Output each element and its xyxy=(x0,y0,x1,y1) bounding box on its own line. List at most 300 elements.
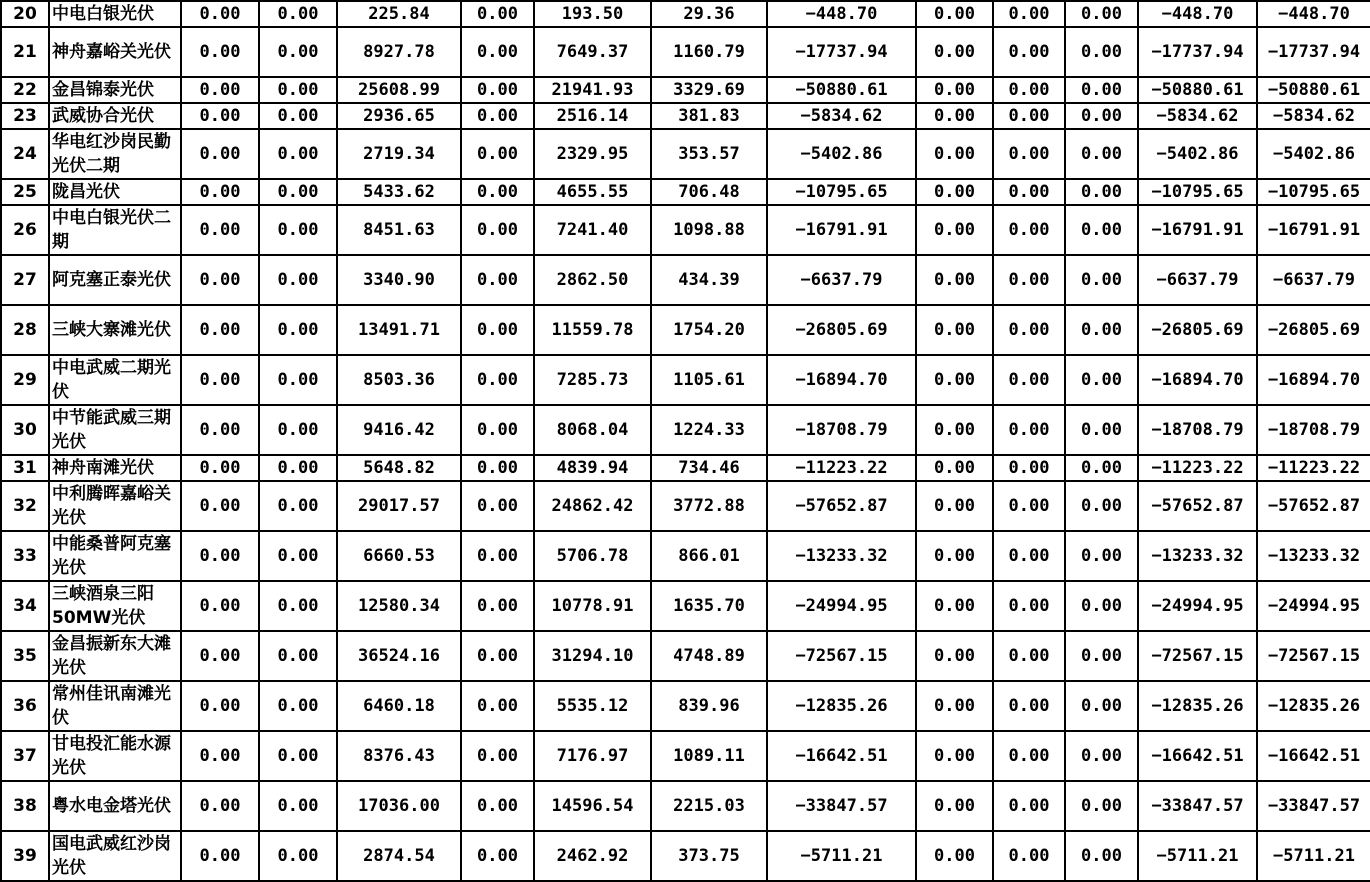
value-cell-c6: 1635.70 xyxy=(651,581,767,631)
value-cell-c10: 0.00 xyxy=(1065,27,1138,77)
value-cell-c12: −16642.51 xyxy=(1257,731,1370,781)
value-cell-c10: 0.00 xyxy=(1065,455,1138,481)
value-cell-c8: 0.00 xyxy=(916,205,993,255)
table-row xyxy=(1,631,1370,681)
station-name: 中节能武威三期光伏 xyxy=(49,405,181,455)
value-cell-c6: 1224.33 xyxy=(651,405,767,455)
value-cell-c5: 4655.55 xyxy=(534,179,651,205)
value-cell-c1: 0.00 xyxy=(181,731,259,781)
row-number: 27 xyxy=(1,255,49,305)
station-name: 中能桑普阿克塞光伏 xyxy=(49,531,181,581)
value-cell-c2: 0.00 xyxy=(259,355,337,405)
value-cell-c2: 0.00 xyxy=(259,255,337,305)
value-cell-c8: 0.00 xyxy=(916,405,993,455)
value-cell-c3: 6660.53 xyxy=(337,531,461,581)
value-cell-c1: 0.00 xyxy=(181,355,259,405)
value-cell-c7: −17737.94 xyxy=(767,27,916,77)
value-cell-c8: 0.00 xyxy=(916,305,993,355)
row-number: 36 xyxy=(1,681,49,731)
value-cell-c11: −26805.69 xyxy=(1138,305,1257,355)
value-cell-c5: 7649.37 xyxy=(534,27,651,77)
value-cell-c9: 0.00 xyxy=(993,631,1065,681)
value-cell-c5: 5535.12 xyxy=(534,681,651,731)
row-number: 33 xyxy=(1,531,49,581)
table-row xyxy=(1,455,1370,481)
value-cell-c1: 0.00 xyxy=(181,781,259,831)
value-cell-c8: 0.00 xyxy=(916,781,993,831)
value-cell-c8: 0.00 xyxy=(916,681,993,731)
value-cell-c2: 0.00 xyxy=(259,1,337,27)
table-row xyxy=(1,405,1370,455)
value-cell-c4: 0.00 xyxy=(461,631,534,681)
table-row xyxy=(1,255,1370,305)
value-cell-c8: 0.00 xyxy=(916,129,993,179)
value-cell-c4: 0.00 xyxy=(461,1,534,27)
value-cell-c10: 0.00 xyxy=(1065,831,1138,881)
value-cell-c7: −448.70 xyxy=(767,1,916,27)
value-cell-c12: −5402.86 xyxy=(1257,129,1370,179)
value-cell-c5: 2329.95 xyxy=(534,129,651,179)
value-cell-c10: 0.00 xyxy=(1065,731,1138,781)
value-cell-c7: −5711.21 xyxy=(767,831,916,881)
value-cell-c3: 2719.34 xyxy=(337,129,461,179)
value-cell-c4: 0.00 xyxy=(461,531,534,581)
value-cell-c8: 0.00 xyxy=(916,731,993,781)
value-cell-c12: −6637.79 xyxy=(1257,255,1370,305)
value-cell-c9: 0.00 xyxy=(993,305,1065,355)
value-cell-c3: 225.84 xyxy=(337,1,461,27)
value-cell-c6: 866.01 xyxy=(651,531,767,581)
value-cell-c7: −18708.79 xyxy=(767,405,916,455)
value-cell-c5: 21941.93 xyxy=(534,77,651,103)
row-number: 23 xyxy=(1,103,49,129)
value-cell-c12: −17737.94 xyxy=(1257,27,1370,77)
value-cell-c12: −50880.61 xyxy=(1257,77,1370,103)
value-cell-c6: 1089.11 xyxy=(651,731,767,781)
value-cell-c11: −448.70 xyxy=(1138,1,1257,27)
value-cell-c1: 0.00 xyxy=(181,455,259,481)
value-cell-c6: 373.75 xyxy=(651,831,767,881)
value-cell-c5: 2462.92 xyxy=(534,831,651,881)
value-cell-c11: −50880.61 xyxy=(1138,77,1257,103)
value-cell-c8: 0.00 xyxy=(916,103,993,129)
value-cell-c6: 1098.88 xyxy=(651,205,767,255)
value-cell-c10: 0.00 xyxy=(1065,355,1138,405)
value-cell-c4: 0.00 xyxy=(461,77,534,103)
value-cell-c4: 0.00 xyxy=(461,27,534,77)
value-cell-c11: −5711.21 xyxy=(1138,831,1257,881)
value-cell-c1: 0.00 xyxy=(181,27,259,77)
value-cell-c1: 0.00 xyxy=(181,631,259,681)
value-cell-c9: 0.00 xyxy=(993,781,1065,831)
row-number: 32 xyxy=(1,481,49,531)
value-cell-c1: 0.00 xyxy=(181,1,259,27)
value-cell-c3: 8376.43 xyxy=(337,731,461,781)
value-cell-c4: 0.00 xyxy=(461,255,534,305)
value-cell-c12: −72567.15 xyxy=(1257,631,1370,681)
table-body xyxy=(1,1,1370,881)
station-name: 金昌锦泰光伏 xyxy=(49,77,181,103)
value-cell-c7: −5834.62 xyxy=(767,103,916,129)
value-cell-c3: 2874.54 xyxy=(337,831,461,881)
station-name: 中电白银光伏 xyxy=(49,1,181,27)
value-cell-c6: 1754.20 xyxy=(651,305,767,355)
value-cell-c11: −11223.22 xyxy=(1138,455,1257,481)
value-cell-c3: 5648.82 xyxy=(337,455,461,481)
value-cell-c11: −10795.65 xyxy=(1138,179,1257,205)
value-cell-c1: 0.00 xyxy=(181,205,259,255)
value-cell-c11: −16791.91 xyxy=(1138,205,1257,255)
value-cell-c3: 29017.57 xyxy=(337,481,461,531)
table-row xyxy=(1,355,1370,405)
value-cell-c5: 7241.40 xyxy=(534,205,651,255)
value-cell-c7: −10795.65 xyxy=(767,179,916,205)
value-cell-c9: 0.00 xyxy=(993,455,1065,481)
value-cell-c9: 0.00 xyxy=(993,581,1065,631)
station-name: 武威协合光伏 xyxy=(49,103,181,129)
value-cell-c3: 8927.78 xyxy=(337,27,461,77)
value-cell-c12: −57652.87 xyxy=(1257,481,1370,531)
value-cell-c7: −12835.26 xyxy=(767,681,916,731)
value-cell-c6: 3329.69 xyxy=(651,77,767,103)
value-cell-c4: 0.00 xyxy=(461,781,534,831)
value-cell-c6: 4748.89 xyxy=(651,631,767,681)
value-cell-c6: 839.96 xyxy=(651,681,767,731)
station-name: 中利腾晖嘉峪关光伏 xyxy=(49,481,181,531)
row-number: 39 xyxy=(1,831,49,881)
value-cell-c10: 0.00 xyxy=(1065,1,1138,27)
value-cell-c10: 0.00 xyxy=(1065,77,1138,103)
value-cell-c2: 0.00 xyxy=(259,631,337,681)
value-cell-c12: −13233.32 xyxy=(1257,531,1370,581)
value-cell-c7: −16894.70 xyxy=(767,355,916,405)
station-name: 常州佳讯南滩光伏 xyxy=(49,681,181,731)
value-cell-c9: 0.00 xyxy=(993,405,1065,455)
row-number: 26 xyxy=(1,205,49,255)
table-row xyxy=(1,179,1370,205)
value-cell-c8: 0.00 xyxy=(916,355,993,405)
value-cell-c4: 0.00 xyxy=(461,129,534,179)
table-row xyxy=(1,129,1370,179)
value-cell-c12: −10795.65 xyxy=(1257,179,1370,205)
value-cell-c2: 0.00 xyxy=(259,781,337,831)
row-number: 31 xyxy=(1,455,49,481)
value-cell-c9: 0.00 xyxy=(993,531,1065,581)
value-cell-c9: 0.00 xyxy=(993,129,1065,179)
value-cell-c12: −33847.57 xyxy=(1257,781,1370,831)
value-cell-c7: −24994.95 xyxy=(767,581,916,631)
value-cell-c2: 0.00 xyxy=(259,103,337,129)
value-cell-c9: 0.00 xyxy=(993,255,1065,305)
value-cell-c2: 0.00 xyxy=(259,681,337,731)
value-cell-c2: 0.00 xyxy=(259,305,337,355)
station-name: 金昌振新东大滩光伏 xyxy=(49,631,181,681)
value-cell-c5: 5706.78 xyxy=(534,531,651,581)
value-cell-c12: −26805.69 xyxy=(1257,305,1370,355)
value-cell-c12: −24994.95 xyxy=(1257,581,1370,631)
value-cell-c11: −72567.15 xyxy=(1138,631,1257,681)
value-cell-c7: −33847.57 xyxy=(767,781,916,831)
value-cell-c4: 0.00 xyxy=(461,455,534,481)
row-number: 24 xyxy=(1,129,49,179)
value-cell-c2: 0.00 xyxy=(259,455,337,481)
value-cell-c10: 0.00 xyxy=(1065,581,1138,631)
table-row xyxy=(1,77,1370,103)
value-cell-c5: 10778.91 xyxy=(534,581,651,631)
value-cell-c8: 0.00 xyxy=(916,455,993,481)
station-name: 三峡酒泉三阳50MW光伏 xyxy=(49,581,181,631)
value-cell-c12: −12835.26 xyxy=(1257,681,1370,731)
value-cell-c3: 25608.99 xyxy=(337,77,461,103)
value-cell-c8: 0.00 xyxy=(916,1,993,27)
value-cell-c12: −16894.70 xyxy=(1257,355,1370,405)
value-cell-c1: 0.00 xyxy=(181,305,259,355)
station-name: 陇昌光伏 xyxy=(49,179,181,205)
value-cell-c10: 0.00 xyxy=(1065,103,1138,129)
value-cell-c3: 3340.90 xyxy=(337,255,461,305)
value-cell-c6: 1160.79 xyxy=(651,27,767,77)
value-cell-c1: 0.00 xyxy=(181,581,259,631)
station-name: 中电武威二期光伏 xyxy=(49,355,181,405)
table-row xyxy=(1,305,1370,355)
value-cell-c3: 2936.65 xyxy=(337,103,461,129)
value-cell-c4: 0.00 xyxy=(461,831,534,881)
value-cell-c11: −17737.94 xyxy=(1138,27,1257,77)
value-cell-c4: 0.00 xyxy=(461,305,534,355)
value-cell-c2: 0.00 xyxy=(259,179,337,205)
value-cell-c12: −448.70 xyxy=(1257,1,1370,27)
value-cell-c7: −16791.91 xyxy=(767,205,916,255)
value-cell-c12: −11223.22 xyxy=(1257,455,1370,481)
row-number: 35 xyxy=(1,631,49,681)
row-number: 34 xyxy=(1,581,49,631)
station-name: 国电武威红沙岗光伏 xyxy=(49,831,181,881)
value-cell-c5: 8068.04 xyxy=(534,405,651,455)
value-cell-c8: 0.00 xyxy=(916,631,993,681)
value-cell-c3: 36524.16 xyxy=(337,631,461,681)
value-cell-c10: 0.00 xyxy=(1065,631,1138,681)
row-number: 29 xyxy=(1,355,49,405)
row-number: 37 xyxy=(1,731,49,781)
value-cell-c6: 353.57 xyxy=(651,129,767,179)
value-cell-c8: 0.00 xyxy=(916,531,993,581)
value-cell-c6: 381.83 xyxy=(651,103,767,129)
value-cell-c2: 0.00 xyxy=(259,481,337,531)
value-cell-c1: 0.00 xyxy=(181,103,259,129)
value-cell-c1: 0.00 xyxy=(181,77,259,103)
value-cell-c6: 29.36 xyxy=(651,1,767,27)
value-cell-c9: 0.00 xyxy=(993,77,1065,103)
value-cell-c5: 14596.54 xyxy=(534,781,651,831)
value-cell-c6: 706.48 xyxy=(651,179,767,205)
value-cell-c10: 0.00 xyxy=(1065,129,1138,179)
station-name: 三峡大寨滩光伏 xyxy=(49,305,181,355)
row-number: 25 xyxy=(1,179,49,205)
value-cell-c2: 0.00 xyxy=(259,77,337,103)
table-row xyxy=(1,831,1370,881)
value-cell-c11: −6637.79 xyxy=(1138,255,1257,305)
value-cell-c12: −5834.62 xyxy=(1257,103,1370,129)
value-cell-c7: −5402.86 xyxy=(767,129,916,179)
value-cell-c2: 0.00 xyxy=(259,27,337,77)
value-cell-c11: −5834.62 xyxy=(1138,103,1257,129)
value-cell-c9: 0.00 xyxy=(993,731,1065,781)
value-cell-c4: 0.00 xyxy=(461,355,534,405)
value-cell-c9: 0.00 xyxy=(993,27,1065,77)
value-cell-c11: −57652.87 xyxy=(1138,481,1257,531)
value-cell-c9: 0.00 xyxy=(993,205,1065,255)
value-cell-c6: 1105.61 xyxy=(651,355,767,405)
table-row xyxy=(1,27,1370,77)
value-cell-c11: −18708.79 xyxy=(1138,405,1257,455)
value-cell-c3: 8451.63 xyxy=(337,205,461,255)
value-cell-c8: 0.00 xyxy=(916,831,993,881)
value-cell-c2: 0.00 xyxy=(259,731,337,781)
table-row xyxy=(1,1,1370,27)
table-row xyxy=(1,531,1370,581)
value-cell-c8: 0.00 xyxy=(916,481,993,531)
value-cell-c1: 0.00 xyxy=(181,681,259,731)
value-cell-c4: 0.00 xyxy=(461,481,534,531)
value-cell-c1: 0.00 xyxy=(181,481,259,531)
row-number: 22 xyxy=(1,77,49,103)
value-cell-c7: −6637.79 xyxy=(767,255,916,305)
value-cell-c5: 2862.50 xyxy=(534,255,651,305)
value-cell-c2: 0.00 xyxy=(259,405,337,455)
value-cell-c9: 0.00 xyxy=(993,681,1065,731)
row-number: 21 xyxy=(1,27,49,77)
value-cell-c9: 0.00 xyxy=(993,481,1065,531)
value-cell-c11: −33847.57 xyxy=(1138,781,1257,831)
value-cell-c2: 0.00 xyxy=(259,129,337,179)
value-cell-c2: 0.00 xyxy=(259,581,337,631)
value-cell-c1: 0.00 xyxy=(181,179,259,205)
value-cell-c9: 0.00 xyxy=(993,1,1065,27)
value-cell-c1: 0.00 xyxy=(181,831,259,881)
value-cell-c5: 2516.14 xyxy=(534,103,651,129)
row-number: 20 xyxy=(1,1,49,27)
value-cell-c5: 11559.78 xyxy=(534,305,651,355)
value-cell-c7: −11223.22 xyxy=(767,455,916,481)
value-cell-c7: −16642.51 xyxy=(767,731,916,781)
value-cell-c8: 0.00 xyxy=(916,581,993,631)
value-cell-c7: −50880.61 xyxy=(767,77,916,103)
value-cell-c10: 0.00 xyxy=(1065,179,1138,205)
value-cell-c7: −26805.69 xyxy=(767,305,916,355)
value-cell-c11: −16642.51 xyxy=(1138,731,1257,781)
value-cell-c2: 0.00 xyxy=(259,531,337,581)
value-cell-c5: 193.50 xyxy=(534,1,651,27)
value-cell-c11: −13233.32 xyxy=(1138,531,1257,581)
value-cell-c1: 0.00 xyxy=(181,531,259,581)
value-cell-c11: −12835.26 xyxy=(1138,681,1257,731)
station-name: 粤水电金塔光伏 xyxy=(49,781,181,831)
value-cell-c6: 434.39 xyxy=(651,255,767,305)
station-name: 神舟嘉峪关光伏 xyxy=(49,27,181,77)
value-cell-c4: 0.00 xyxy=(461,731,534,781)
value-cell-c2: 0.00 xyxy=(259,205,337,255)
value-cell-c10: 0.00 xyxy=(1065,205,1138,255)
row-number: 28 xyxy=(1,305,49,355)
station-name: 华电红沙岗民勤光伏二期 xyxy=(49,129,181,179)
table-row xyxy=(1,681,1370,731)
value-cell-c4: 0.00 xyxy=(461,581,534,631)
value-cell-c4: 0.00 xyxy=(461,405,534,455)
value-cell-c5: 4839.94 xyxy=(534,455,651,481)
value-cell-c1: 0.00 xyxy=(181,405,259,455)
value-cell-c12: −18708.79 xyxy=(1257,405,1370,455)
value-cell-c12: −5711.21 xyxy=(1257,831,1370,881)
value-cell-c1: 0.00 xyxy=(181,255,259,305)
station-name: 神舟南滩光伏 xyxy=(49,455,181,481)
value-cell-c10: 0.00 xyxy=(1065,531,1138,581)
value-cell-c6: 3772.88 xyxy=(651,481,767,531)
value-cell-c5: 7176.97 xyxy=(534,731,651,781)
value-cell-c10: 0.00 xyxy=(1065,681,1138,731)
value-cell-c10: 0.00 xyxy=(1065,305,1138,355)
value-cell-c3: 5433.62 xyxy=(337,179,461,205)
value-cell-c8: 0.00 xyxy=(916,77,993,103)
value-cell-c5: 7285.73 xyxy=(534,355,651,405)
value-cell-c5: 24862.42 xyxy=(534,481,651,531)
value-cell-c3: 17036.00 xyxy=(337,781,461,831)
value-cell-c6: 734.46 xyxy=(651,455,767,481)
value-cell-c7: −13233.32 xyxy=(767,531,916,581)
station-name: 阿克塞正泰光伏 xyxy=(49,255,181,305)
table-row xyxy=(1,103,1370,129)
value-cell-c9: 0.00 xyxy=(993,355,1065,405)
value-cell-c7: −57652.87 xyxy=(767,481,916,531)
value-cell-c1: 0.00 xyxy=(181,129,259,179)
value-cell-c10: 0.00 xyxy=(1065,781,1138,831)
station-name: 甘电投汇能水源光伏 xyxy=(49,731,181,781)
table-row xyxy=(1,481,1370,531)
table-row xyxy=(1,581,1370,631)
value-cell-c4: 0.00 xyxy=(461,205,534,255)
value-cell-c4: 0.00 xyxy=(461,179,534,205)
row-number: 38 xyxy=(1,781,49,831)
row-number: 30 xyxy=(1,405,49,455)
value-cell-c9: 0.00 xyxy=(993,103,1065,129)
value-cell-c3: 9416.42 xyxy=(337,405,461,455)
value-cell-c10: 0.00 xyxy=(1065,405,1138,455)
table-row xyxy=(1,731,1370,781)
value-cell-c10: 0.00 xyxy=(1065,481,1138,531)
value-cell-c4: 0.00 xyxy=(461,103,534,129)
value-cell-c11: −16894.70 xyxy=(1138,355,1257,405)
station-name: 中电白银光伏二期 xyxy=(49,205,181,255)
value-cell-c3: 13491.71 xyxy=(337,305,461,355)
value-cell-c3: 6460.18 xyxy=(337,681,461,731)
value-cell-c12: −16791.91 xyxy=(1257,205,1370,255)
value-cell-c8: 0.00 xyxy=(916,179,993,205)
value-cell-c2: 0.00 xyxy=(259,831,337,881)
table-row xyxy=(1,205,1370,255)
value-cell-c8: 0.00 xyxy=(916,27,993,77)
value-cell-c7: −72567.15 xyxy=(767,631,916,681)
value-cell-c4: 0.00 xyxy=(461,681,534,731)
value-cell-c9: 0.00 xyxy=(993,831,1065,881)
value-cell-c10: 0.00 xyxy=(1065,255,1138,305)
value-cell-c9: 0.00 xyxy=(993,179,1065,205)
value-cell-c3: 12580.34 xyxy=(337,581,461,631)
table-row xyxy=(1,781,1370,831)
value-cell-c6: 2215.03 xyxy=(651,781,767,831)
value-cell-c11: −24994.95 xyxy=(1138,581,1257,631)
value-cell-c5: 31294.10 xyxy=(534,631,651,681)
value-cell-c8: 0.00 xyxy=(916,255,993,305)
value-cell-c3: 8503.36 xyxy=(337,355,461,405)
